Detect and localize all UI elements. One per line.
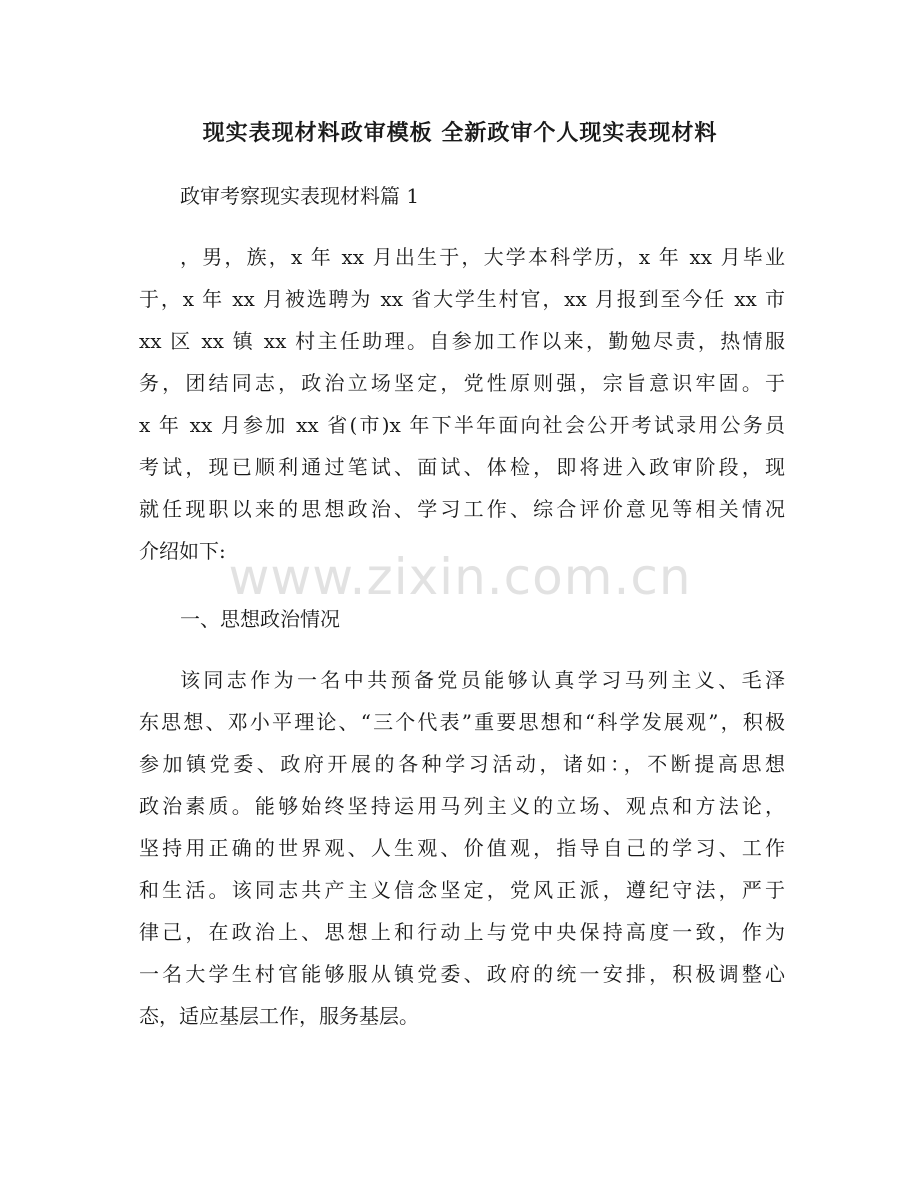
paragraph-line: 一名大学生村官能够服从镇党委、政府的统一安排，积极调整心 xyxy=(139,962,785,986)
paragraph-line: 该同志作为一名中共预备党员能够认真学习马列主义、毛泽 xyxy=(180,668,785,692)
paragraph-line: 态，适应基层工作，服务基层。 xyxy=(139,1004,419,1028)
paragraph-line: ，男，族，x 年 xx 月出生于，大学本科学历，x 年 xx 月毕业 xyxy=(180,245,785,269)
paragraph-line: xx 区 xx 镇 xx 村主任助理。自参加工作以来，勤勉尽责，热情服 xyxy=(139,329,785,353)
section-title: 政审考察现实表现材料篇 1 xyxy=(180,184,420,208)
paragraph-line: 于，x 年 xx 月被选聘为 xx 省大学生村官，xx 月报到至今任 xx 市 xyxy=(139,287,785,311)
paragraph-line: 和生活。该同志共产主义信念坚定，党风正派，遵纪守法，严于 xyxy=(139,878,785,902)
paragraph-line: 东思想、邓小平理论、“三个代表”重要思想和“科学发展观”，积极 xyxy=(139,710,785,734)
paragraph-line: 介绍如下: xyxy=(139,539,226,563)
watermark: www.zixin.com.cn xyxy=(228,548,692,606)
paragraph-line: 参加镇党委、政府开展的各种学习活动，诸如：，不断提高思想 xyxy=(139,752,785,776)
paragraph-line: 就任现职以来的思想政治、学习工作、综合评价意见等相关情况 xyxy=(139,497,785,521)
paragraph-line: 务，团结同志，政治立场坚定，党性原则强，宗旨意识牢固。于 xyxy=(139,371,785,395)
document-title: 现实表现材料政审模板 全新政审个人现实表现材料 xyxy=(202,121,718,146)
paragraph-line: 坚持用正确的世界观、人生观、价值观，指导自己的学习、工作 xyxy=(139,836,785,860)
paragraph-line: 考试，现已顺利通过笔试、面试、体检，即将进入政审阶段，现 xyxy=(139,455,785,479)
paragraph-line: 政治素质。能够始终坚持运用马列主义的立场、观点和方法论， xyxy=(139,794,785,818)
paragraph-line: 律己，在政治上、思想上和行动上与党中央保持高度一致，作为 xyxy=(139,920,785,944)
section-heading: 一、思想政治情况 xyxy=(180,607,340,631)
paragraph-line: x 年 xx 月参加 xx 省(市)x 年下半年面向社会公开考试录用公务员 xyxy=(139,413,785,437)
